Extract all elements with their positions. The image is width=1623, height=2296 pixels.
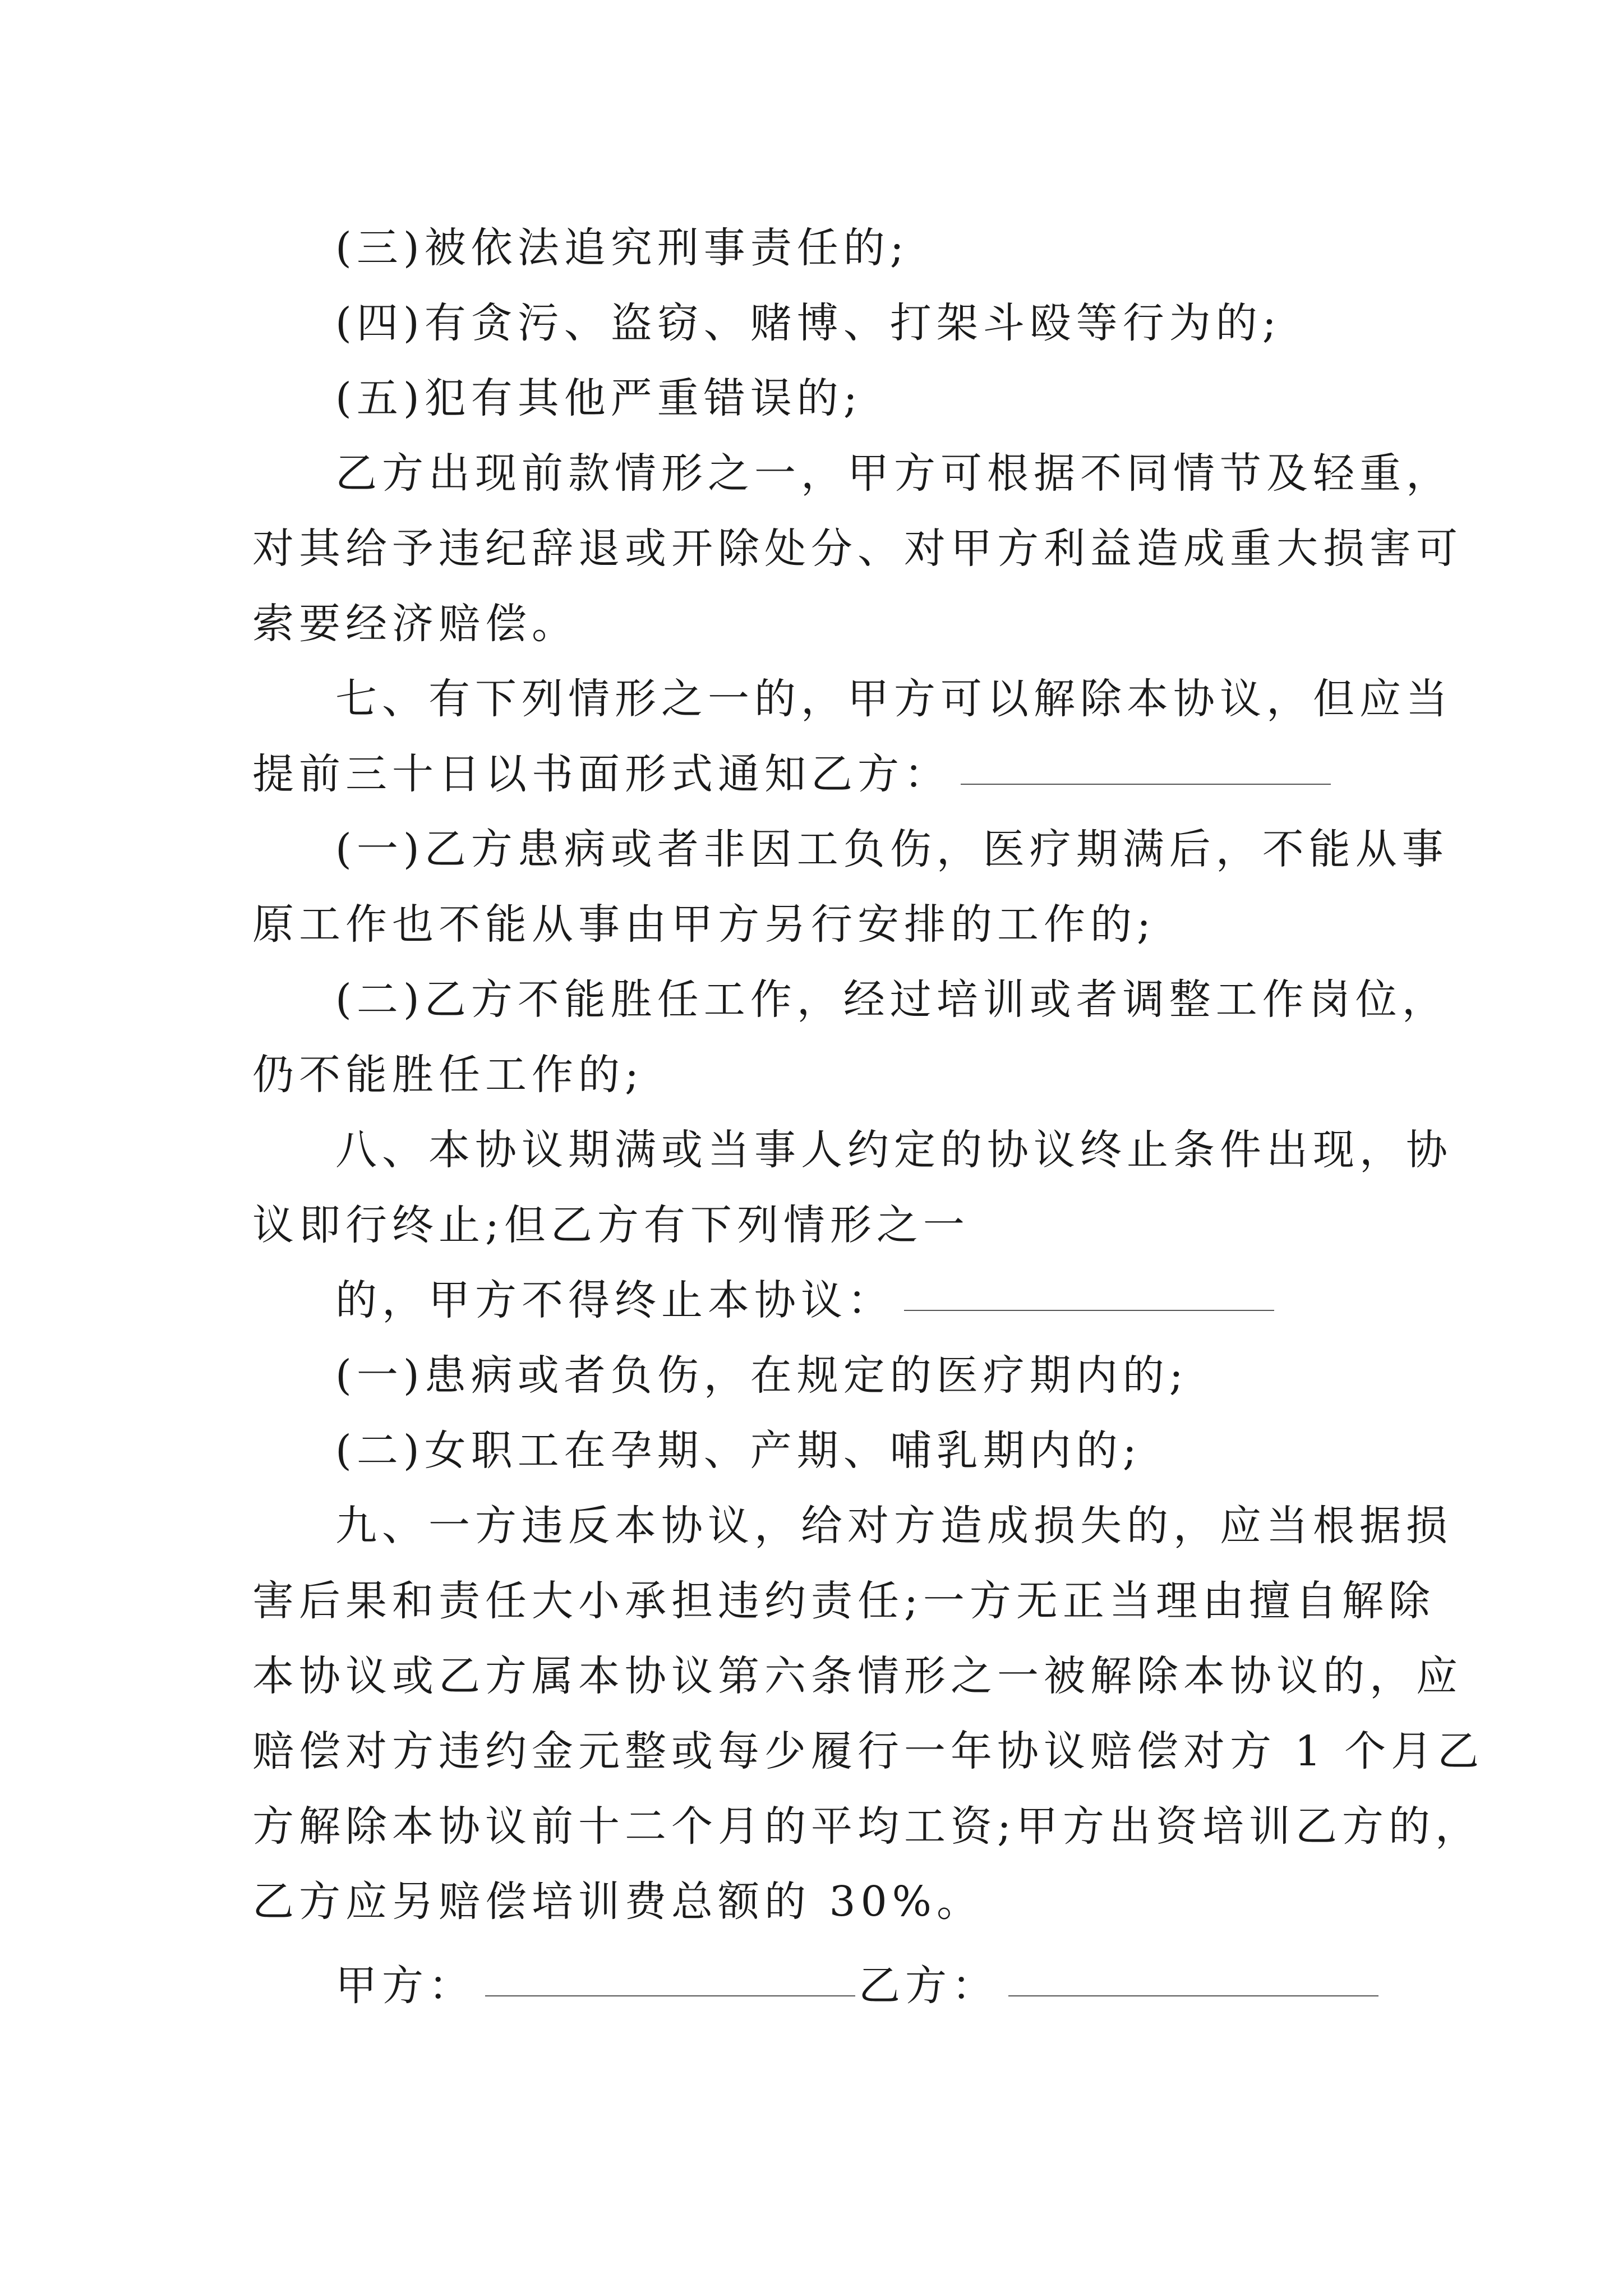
clause-text: 乙方应另赔偿培训费总额的 30%。 [252, 1878, 983, 1926]
clause-seven-heading-line-2 [252, 737, 1391, 812]
clause-seven-item-1-line-2 [252, 887, 1391, 962]
clause-six-item-4 [252, 286, 1391, 361]
signature-line [252, 1948, 1391, 2023]
clause-text: 七、有下列情形之一的，甲方可以解除本协议，但应当 [335, 675, 1453, 723]
clause-nine-line-5 [252, 1789, 1482, 1864]
notify-blank-field[interactable] [961, 784, 1331, 785]
clause-nine-line-3 [252, 1639, 1463, 1714]
clause-eight-item-2 [252, 1413, 1391, 1488]
clause-text: (二)乙方不能胜任工作，经过培训或者调整工作岗位， [335, 976, 1449, 1024]
clause-six-item-5 [252, 361, 1391, 436]
clause-eight-item-1 [252, 1338, 1391, 1413]
document-body [252, 210, 1484, 2023]
clause-text: 的，甲方不得终止本协议： [335, 1276, 894, 1324]
clause-seven-heading-line-1 [252, 661, 1453, 737]
clause-six-consequence-line-2 [252, 511, 1463, 586]
clause-text: (三)被依法追究刑事责任的; [335, 224, 909, 272]
clause-text: 乙方出现前款情形之一，甲方可根据不同情节及轻重， [335, 449, 1453, 498]
clause-text: (二)女职工在孕期、产期、哺乳期内的; [335, 1427, 1142, 1475]
clause-seven-item-2-line-2 [252, 1037, 1391, 1112]
clause-text: 仍不能胜任工作的; [252, 1051, 644, 1099]
clause-text: (五)犯有其他严重错误的; [335, 374, 863, 422]
clause-nine-line-6 [252, 1864, 1391, 1939]
clause-nine-line-1 [252, 1488, 1453, 1563]
clause-text: (一)乙方患病或者非因工负伤，医疗期满后，不能从事 [335, 825, 1449, 873]
terminate-blank-field[interactable] [904, 1310, 1274, 1311]
clause-eight-heading-line-1 [252, 1112, 1453, 1188]
clause-nine-line-2 [252, 1563, 1435, 1639]
clause-six-consequence-line-3 [252, 586, 1391, 661]
clause-seven-item-2-line-1 [252, 962, 1449, 1037]
clause-eight-heading-line-2 [252, 1188, 1391, 1263]
clause-text: 赔偿对方违约金元整或每少履行一年协议赔偿对方 1 个月乙 [252, 1727, 1484, 1775]
clause-text: 对其给予违纪辞退或开除处分、对甲方利益造成重大损害可 [252, 524, 1463, 573]
clause-nine-line-4 [252, 1714, 1484, 1789]
clause-text: 本协议或乙方属本协议第六条情形之一被解除本协议的，应 [252, 1652, 1463, 1700]
party-a-label: 甲方： [335, 1962, 475, 2010]
clause-six-consequence-line-1 [252, 436, 1453, 511]
clause-text: 提前三十日以书面形式通知乙方： [252, 750, 951, 798]
clause-eight-heading-line-3 [252, 1263, 1391, 1338]
clause-text: 方解除本协议前十二个月的平均工资;甲方出资培训乙方的， [252, 1802, 1482, 1851]
party-b-label: 乙方： [859, 1962, 998, 2010]
clause-text: 八、本协议期满或当事人约定的协议终止条件出现，协 [335, 1126, 1453, 1174]
party-a-signature-field[interactable] [485, 1995, 855, 1996]
clause-text: 九、一方违反本协议，给对方造成损失的，应当根据损 [335, 1502, 1453, 1550]
clause-six-item-3 [252, 210, 1391, 286]
party-b-signature-field[interactable] [1008, 1995, 1378, 1996]
clause-text: 议即行终止;但乙方有下列情形之一 [252, 1201, 970, 1249]
clause-text: 原工作也不能从事由甲方另行安排的工作的; [252, 900, 1156, 949]
clause-text: 索要经济赔偿。 [252, 600, 578, 648]
clause-seven-item-1-line-1 [252, 812, 1449, 887]
clause-text: (一)患病或者负伤，在规定的医疗期内的; [335, 1351, 1188, 1400]
clause-text: (四)有贪污、盗窃、赌博、打架斗殴等行为的; [335, 299, 1281, 347]
clause-text: 害后果和责任大小承担违约责任;一方无正当理由擅自解除 [252, 1577, 1435, 1625]
